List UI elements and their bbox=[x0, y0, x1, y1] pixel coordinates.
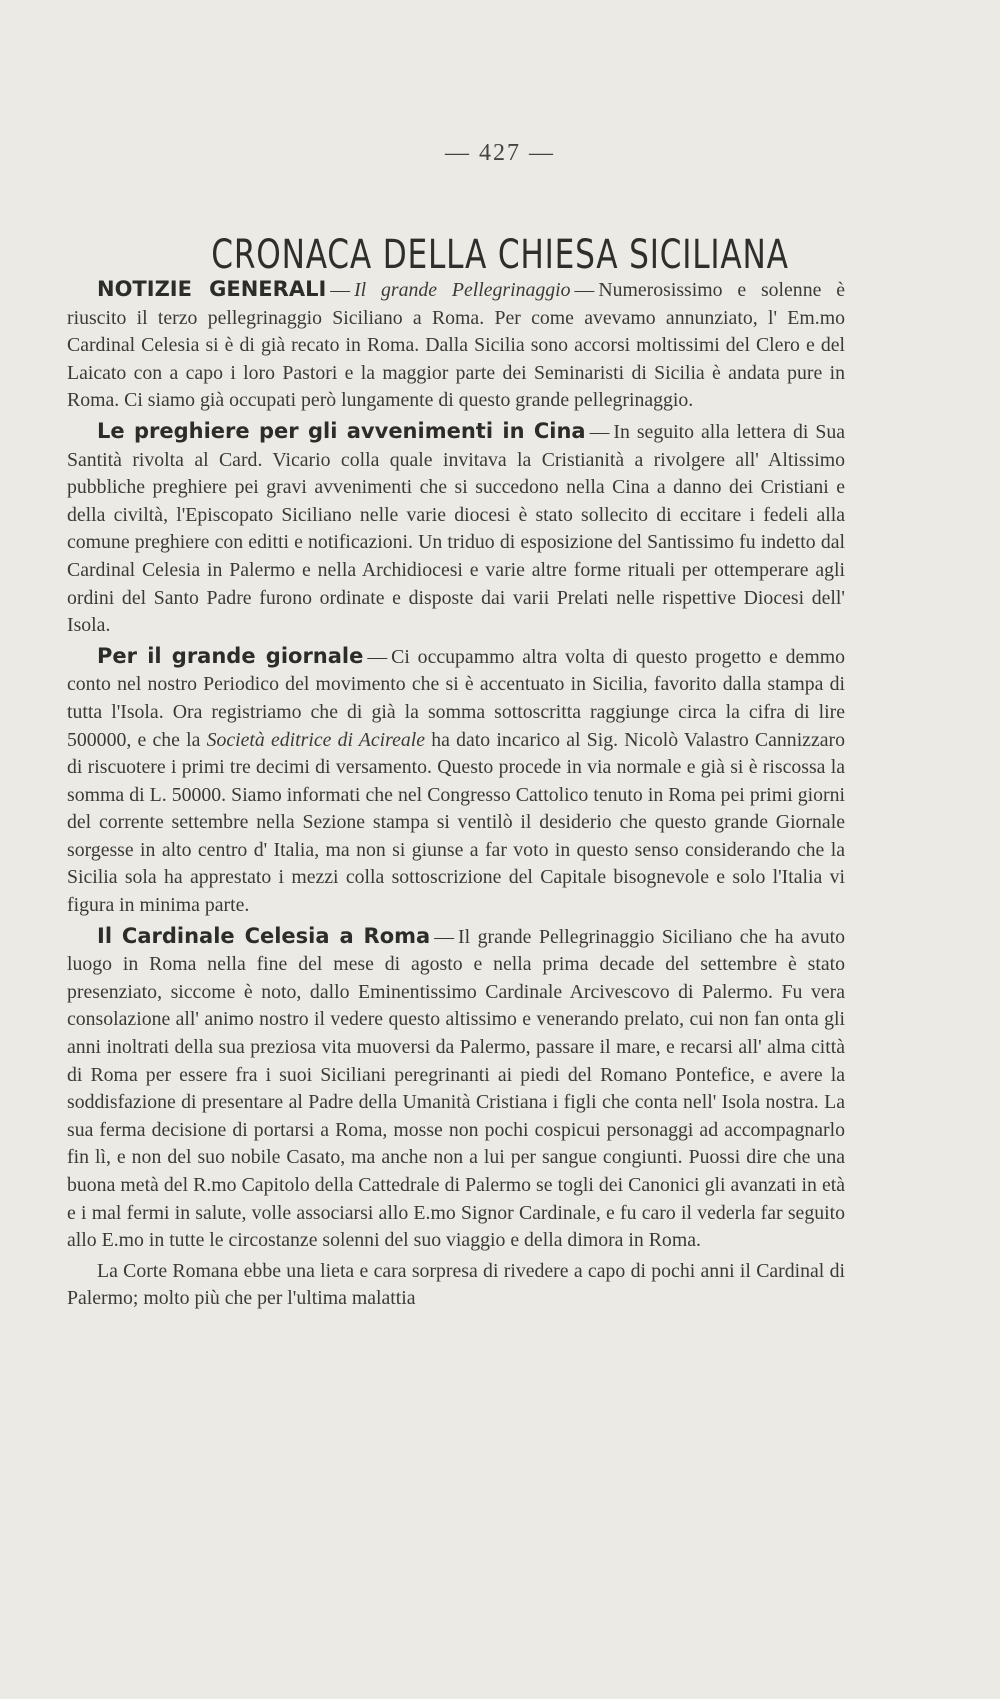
continuation-paragraph: La Corte Romana ebbe una lieta e cara sorpresa di rivedere a capo di pochi anni il Cardinal di Palermo; molto più che per l'ultima malattia bbox=[67, 1259, 845, 1310]
publisher-name: Società editrice di Acireale bbox=[206, 728, 426, 751]
section-heading: NOTIZIE GENERALI bbox=[97, 277, 327, 301]
page-title: CRONACA DELLA CHIESA SICILIANA bbox=[211, 231, 789, 278]
em-dash: — bbox=[574, 279, 595, 301]
section-text: Numerosissimo e solenne è riuscito il terzo pellegrinaggio Siciliano a Roma. Per come avevamo annunziato, l' Em.mo Cardinal Celesia si è di già recato in Roma. Dalla Sicilia sono accorsi moltissimi del Clero e del Laicato con a capo i loro Pastori e la maggior parte dei Seminaristi di Sicilia è andata pure in Roma. Ci siamo già occupati però lungamente di questo grande pellegrinaggio. bbox=[67, 279, 845, 412]
section-cardinale-celesia bbox=[67, 923, 845, 1255]
em-dash: — bbox=[367, 645, 388, 668]
section-text: In seguito alla lettera di Sua Santità rivolta al Card. Vicario colla quale invitava la Cristianità a rivolgere all' Altissimo pubbliche preghiere pei gravi avvenimenti che si succedono nella Cina a danno dei Cristiani e della civiltà, l'Episcopato Siciliano nelle varie diocesi è stato sollecito di eccitare i fedeli alla comune preghiere con editti e notificazioni. Un triduo di esposizione del Santissimo fu indetto dal Cardinal Celesia in Palermo e nella Archidiocesi e varie altre forme rituali per ottemperare agli ordini del Santo Padre furono ordinate e disposte dai varii Prelati nelle rispettive Diocesi dell' Isola. bbox=[67, 420, 845, 637]
em-dash: — bbox=[330, 279, 351, 301]
article-body bbox=[67, 276, 845, 1313]
section-subtitle: Il grande Pellegrinaggio bbox=[354, 279, 571, 301]
section-heading: Il Cardinale Celesia a Roma bbox=[97, 923, 431, 948]
section-notizie-generali bbox=[67, 276, 845, 415]
section-text: Il grande Pellegrinaggio Siciliano che ha avuto luogo in Roma nella fine del mese di agosto e nella prima decade del settembre è stato presenziato, siccome è noto, dallo Eminentissimo Cardinale Arcivescovo di Palermo. Fu vera consolazione all' animo nostro il vedere questo altissimo e venerando prelato, cui non fan onta gli anni inoltrati della sua preziosa vita muoversi da Palermo, passare il mare, e recarsi all' alma città di Roma per essere fra i suoi Siciliani peregrinanti ai piedi del Romano Pontefice, e avere la soddisfazione di presentare al Padre della Umanità Cristiana i figli che conta nell' Isola nostra. La sua ferma decisione di portarsi a Roma, mosse non pochi cospicui personaggi ad accompagnarlo fin lì, e non del suo nobile Casato, ma anche non a lui per sangue congiunti. Puossi dire che una buona metà del R.mo Capitolo della Cattedrale di Palermo se togli dei Canonici gli avanzati in età e i mal fermi in salute, volle associarsi allo E.mo Signor Cardinale, e fu caro il vederla far seguito allo E.mo in tutte le circostanze solenni del suo viaggio e della dimora in Roma. bbox=[67, 925, 845, 1252]
section-heading: Per il grande giornale bbox=[97, 643, 364, 668]
section-grande-giornale bbox=[67, 643, 845, 920]
page-number: — 427 — bbox=[445, 140, 555, 166]
section-text: Ci occupammo altra volta di questo progetto e demmo conto nel nostro Periodico del movimento che si è accentuato in Sicilia, favorito dalla stampa di tutta l'Isola. Ora registriamo che di già la somma sottoscritta raggiunge circa la cifra di lire 500000, e che la bbox=[67, 645, 846, 751]
section-preghiere-cina bbox=[67, 418, 845, 640]
section-heading: Le preghiere per gli avvenimenti in Cina bbox=[97, 418, 586, 443]
em-dash: — bbox=[434, 925, 454, 948]
section-text-continued: ha dato incarico al Sig. Nicolò Valastro Cannizzaro di riscuotere i primi tre decimi di versamento. Questo procede in via normale e già si è riscossa la somma di L. 50000. Siamo informati che nel Congresso Cattolico tenuto in Roma pei primi giorni del corrente settembre nella Sezione stampa si ventilò il desiderio che questo grande Giornale sorgesse in alto centro d' Italia, ma non si giunse a far voto in questo senso considerando che la Sicilia sola ha apprestato i mezzi colla sottoscrizione del Capitale bisognevole e solo l'Italia vi figura in minima parte. bbox=[67, 728, 846, 917]
em-dash: — bbox=[589, 420, 610, 443]
